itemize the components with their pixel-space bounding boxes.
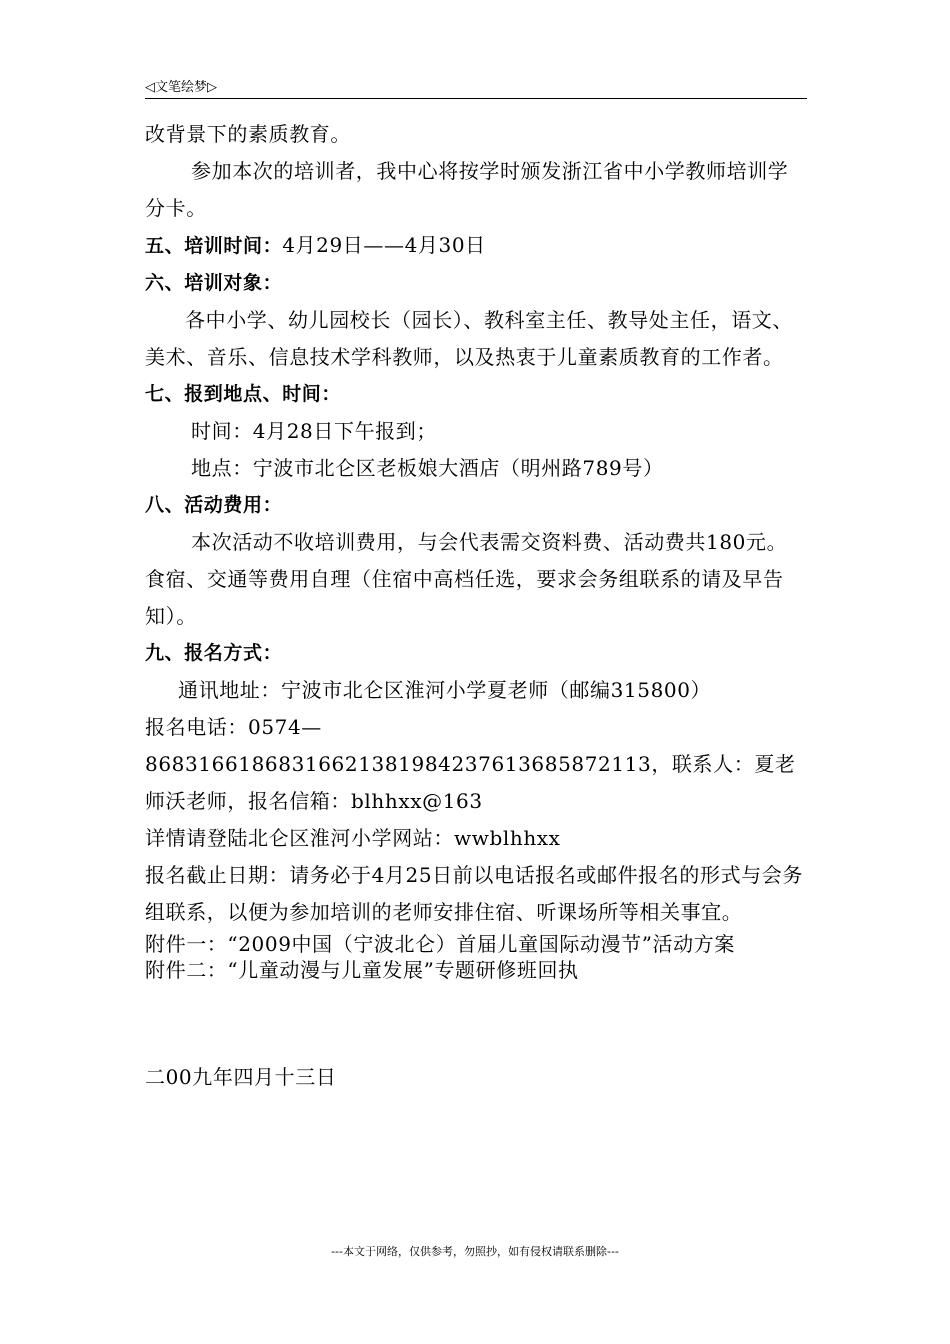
paragraph-credit: 参加本次的培训者，我中心将按学时颁发浙江省中小学教师培训学分卡。 [145, 159, 789, 220]
page-footer: ---本文于网络，仅供参考，勿照抄，如有侵权请联系删除--- [331, 1245, 619, 1258]
document-body [145, 116, 807, 1096]
fee-body: 本次活动不收培训费用，与会代表需交资料费、活动费共180元。食宿、交通等费用自理（住宿中高档任选，要求会务组联系的请及早告知）。 [145, 530, 788, 628]
training-time-value: 4月29日——4月30日 [282, 233, 486, 257]
header-text: ◁文笔绘梦▷ [145, 80, 217, 95]
report-place: 地点：宁波市北仑区老板娘大酒店（明州路789号） [191, 456, 664, 480]
mailing-address: 通讯地址：宁波市北仑区淮河小学夏老师（邮编315800） [178, 678, 712, 702]
page-header [145, 72, 807, 99]
section-9-heading: 九、报名方式： [145, 642, 283, 664]
website-info: 详情请登陆北仑区淮河小学网站：wwblhhxx [145, 826, 561, 850]
section-6-heading: 六、培训对象： [145, 272, 283, 294]
paragraph-continuation: 改背景下的素质教育。 [145, 122, 351, 146]
registration-deadline: 报名截止日期：请务必于4月25日前以电话报名或邮件报名的形式与会务组联系，以便为参加培训的老师安排住宿、听课场所等相关事宜。 [145, 863, 803, 924]
attachment-2: 附件二：“儿童动漫与儿童发展”专题研修班回执 [145, 958, 579, 982]
section-8-heading: 八、活动费用： [145, 494, 283, 516]
report-time: 时间：4月28日下午报到； [191, 419, 437, 443]
spacer [145, 983, 807, 1059]
section-7-heading: 七、报到地点、时间： [145, 383, 342, 405]
registration-phone: 报名电话：0574—86831661868316621381984237613685872113，联系人：夏老师沃老师，报名信箱：blhhxx@163 [145, 715, 796, 813]
training-target-body: 各中小学、幼儿园校长（园长）、教科室主任、教导处主任，语文、美术、音乐、信息技术学科教师，以及热衷于儿童素质教育的工作者。 [145, 308, 793, 369]
document-date: 二00九年四月十三日 [145, 1065, 337, 1089]
section-training-time [145, 227, 807, 265]
attachment-1: 附件一：“2009中国（宁波北仑）首届儿童国际动漫节”活动方案 [145, 932, 735, 956]
section-5-heading: 五、培训时间： [145, 235, 283, 257]
